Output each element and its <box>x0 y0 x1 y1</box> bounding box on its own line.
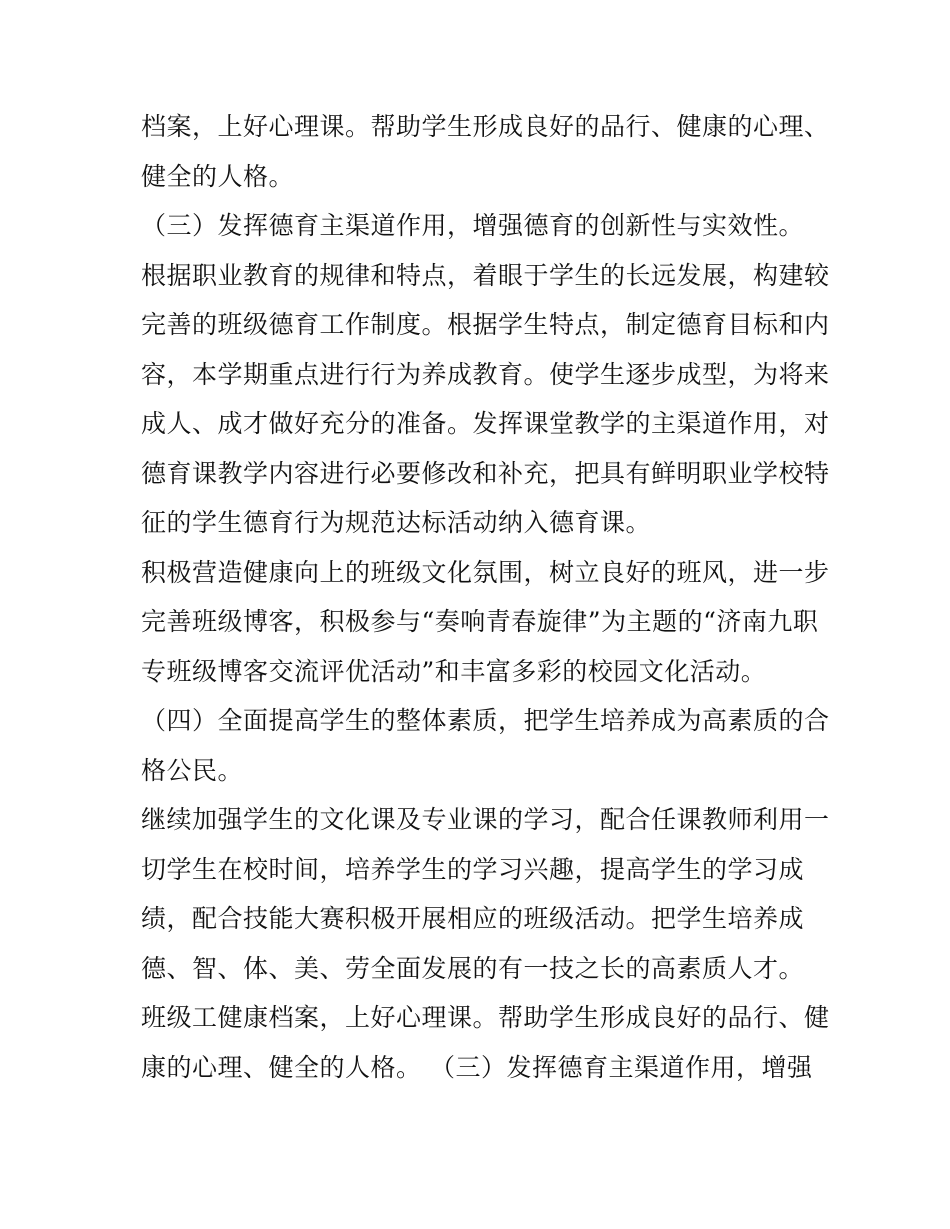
text-line: 格公民。 <box>141 755 244 785</box>
text-line: 继续加强学生的文化课及专业课的学习，配合任课教师利用一 <box>141 805 830 834</box>
section-heading: （三）发挥德育主渠道作用，增强德育的创新性与实效性。 <box>141 211 805 240</box>
text-line: 完善的班级德育工作制度。根据学生特点，制定德育目标和内 <box>141 310 830 339</box>
text-line: 绩，配合技能大赛积极开展相应的班级活动。把学生培养成 <box>141 904 805 933</box>
text-line: 成人、成才做好充分的准备。发挥课堂教学的主渠道作用，对 <box>141 409 830 438</box>
text-line: 积极营造健康向上的班级文化氛围，树立良好的班风，进一步 <box>141 557 830 587</box>
text-line: 德育课教学内容进行必要修改和补充，把具有鲜明职业学校特 <box>141 458 830 488</box>
document-body <box>141 102 830 1092</box>
section-heading: （四）全面提高学生的整体素质，把学生培养成为高素质的合 <box>141 706 830 735</box>
text-line: 德、智、体、美、劳全面发展的有一技之长的高素质人才。 <box>141 953 805 983</box>
text-line: 专班级博客交流评优活动”和丰富多彩的校园文化活动。 <box>141 656 767 686</box>
text-line: 健全的人格。 <box>141 161 295 191</box>
text-line: 根据职业教育的规律和特点，着眼于学生的长远发展，构建较 <box>141 260 830 290</box>
text-line: 切学生在校时间，培养学生的学习兴趣，提高学生的学习成 <box>141 854 805 884</box>
text-line: 完善班级博客，积极参与“奏响青春旋律”为主题的“济南九职 <box>141 607 819 636</box>
text-line: 档案，上好心理课。帮助学生形成良好的品行、健康的心理、 <box>141 112 830 141</box>
text-line: 征的学生德育行为规范达标活动纳入德育课。 <box>141 508 652 537</box>
text-line: 康的心理、健全的人格。 （三）发挥德育主渠道作用，增强 <box>141 1052 813 1082</box>
text-line: 容，本学期重点进行行为养成教育。使学生逐步成型，为将来 <box>141 359 830 389</box>
text-line: 班级工健康档案，上好心理课。帮助学生形成良好的品行、健 <box>141 1003 830 1032</box>
